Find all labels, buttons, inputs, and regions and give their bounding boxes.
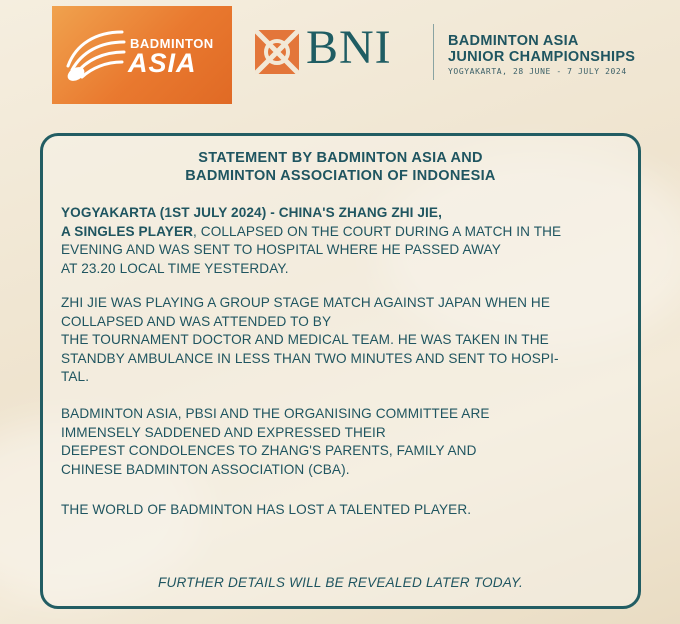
statement-title-line2: BADMINTON ASSOCIATION OF INDONESIA xyxy=(185,168,496,184)
paragraph-3-line-4: CHINESE BADMINTON ASSOCIATION (CBA). xyxy=(61,461,350,477)
paragraph-1-line-1: YOGYAKARTA (1ST JULY 2024) - CHINA'S ZHANG ZHI JIE, xyxy=(61,205,442,220)
header-divider xyxy=(433,24,434,80)
bni-logo-icon xyxy=(255,30,299,74)
paragraph-1-line-2-rest: , COLLAPSED ON THE COURT DURING A MATCH IN THE xyxy=(193,223,562,239)
header-banner xyxy=(0,0,680,118)
badminton-asia-logo xyxy=(52,6,232,104)
badminton-asia-logo-line2: ASIA xyxy=(128,48,197,78)
paragraph-1-line-4: AT 23.20 LOCAL TIME YESTERDAY. xyxy=(61,260,289,276)
paragraph-1-line-2-bold: A SINGLES PLAYER xyxy=(61,223,194,239)
statement-card xyxy=(40,133,641,609)
bni-logo-text: BNI xyxy=(306,21,392,74)
statement-paragraph-1 xyxy=(61,204,631,278)
paragraph-1-line-2 xyxy=(61,223,631,242)
paragraph-3-line-2: IMMENSELY SADDENED AND EXPRESSED THEIR xyxy=(61,424,386,440)
event-title-line2: JUNIOR CHAMPIONSHIPS xyxy=(448,49,636,65)
event-title-line1: BADMINTON ASIA xyxy=(448,33,579,49)
paragraph-2-line-2: COLLAPSED AND WAS ATTENDED TO BY xyxy=(61,313,332,329)
statement-paragraph-2 xyxy=(61,294,631,387)
paragraph-2-line-5: TAL. xyxy=(61,369,90,385)
paragraph-2-line-3: THE TOURNAMENT DOCTOR AND MEDICAL TEAM. HE WAS TAKEN IN THE xyxy=(61,332,549,348)
paragraph-2-line-1: ZHI JIE WAS PLAYING A GROUP STAGE MATCH AGAINST JAPAN WHEN HE xyxy=(61,295,551,310)
paragraph-4-line-1: THE WORLD OF BADMINTON HAS LOST A TALENTED PLAYER. xyxy=(61,502,472,517)
paragraph-1-line-3: EVENING AND WAS SENT TO HOSPITAL WHERE HE PASSED AWAY xyxy=(61,242,501,258)
paragraph-3-line-3: DEEPEST CONDOLENCES TO ZHANG'S PARENTS, FAMILY AND xyxy=(61,443,477,459)
statement-footer-note: FURTHER DETAILS WILL BE REVEALED LATER TODAY. xyxy=(157,575,524,590)
statement-title-line1: STATEMENT BY BADMINTON ASIA AND xyxy=(198,150,483,166)
shuttlecock-icon xyxy=(62,24,130,84)
badminton-asia-logo-line1: BADMINTON xyxy=(130,36,214,51)
event-dates: YOGYAKARTA, 28 JUNE - 7 JULY 2024 xyxy=(448,67,627,76)
paragraph-3-line-1: BADMINTON ASIA, PBSI AND THE ORGANISING COMMITTEE ARE xyxy=(61,406,490,421)
statement-paragraph-3 xyxy=(61,405,631,479)
statement-paragraph-4 xyxy=(61,501,631,520)
paragraph-2-line-4: STANDBY AMBULANCE IN LESS THAN TWO MINUTES AND SENT TO HOSPI- xyxy=(61,350,559,366)
